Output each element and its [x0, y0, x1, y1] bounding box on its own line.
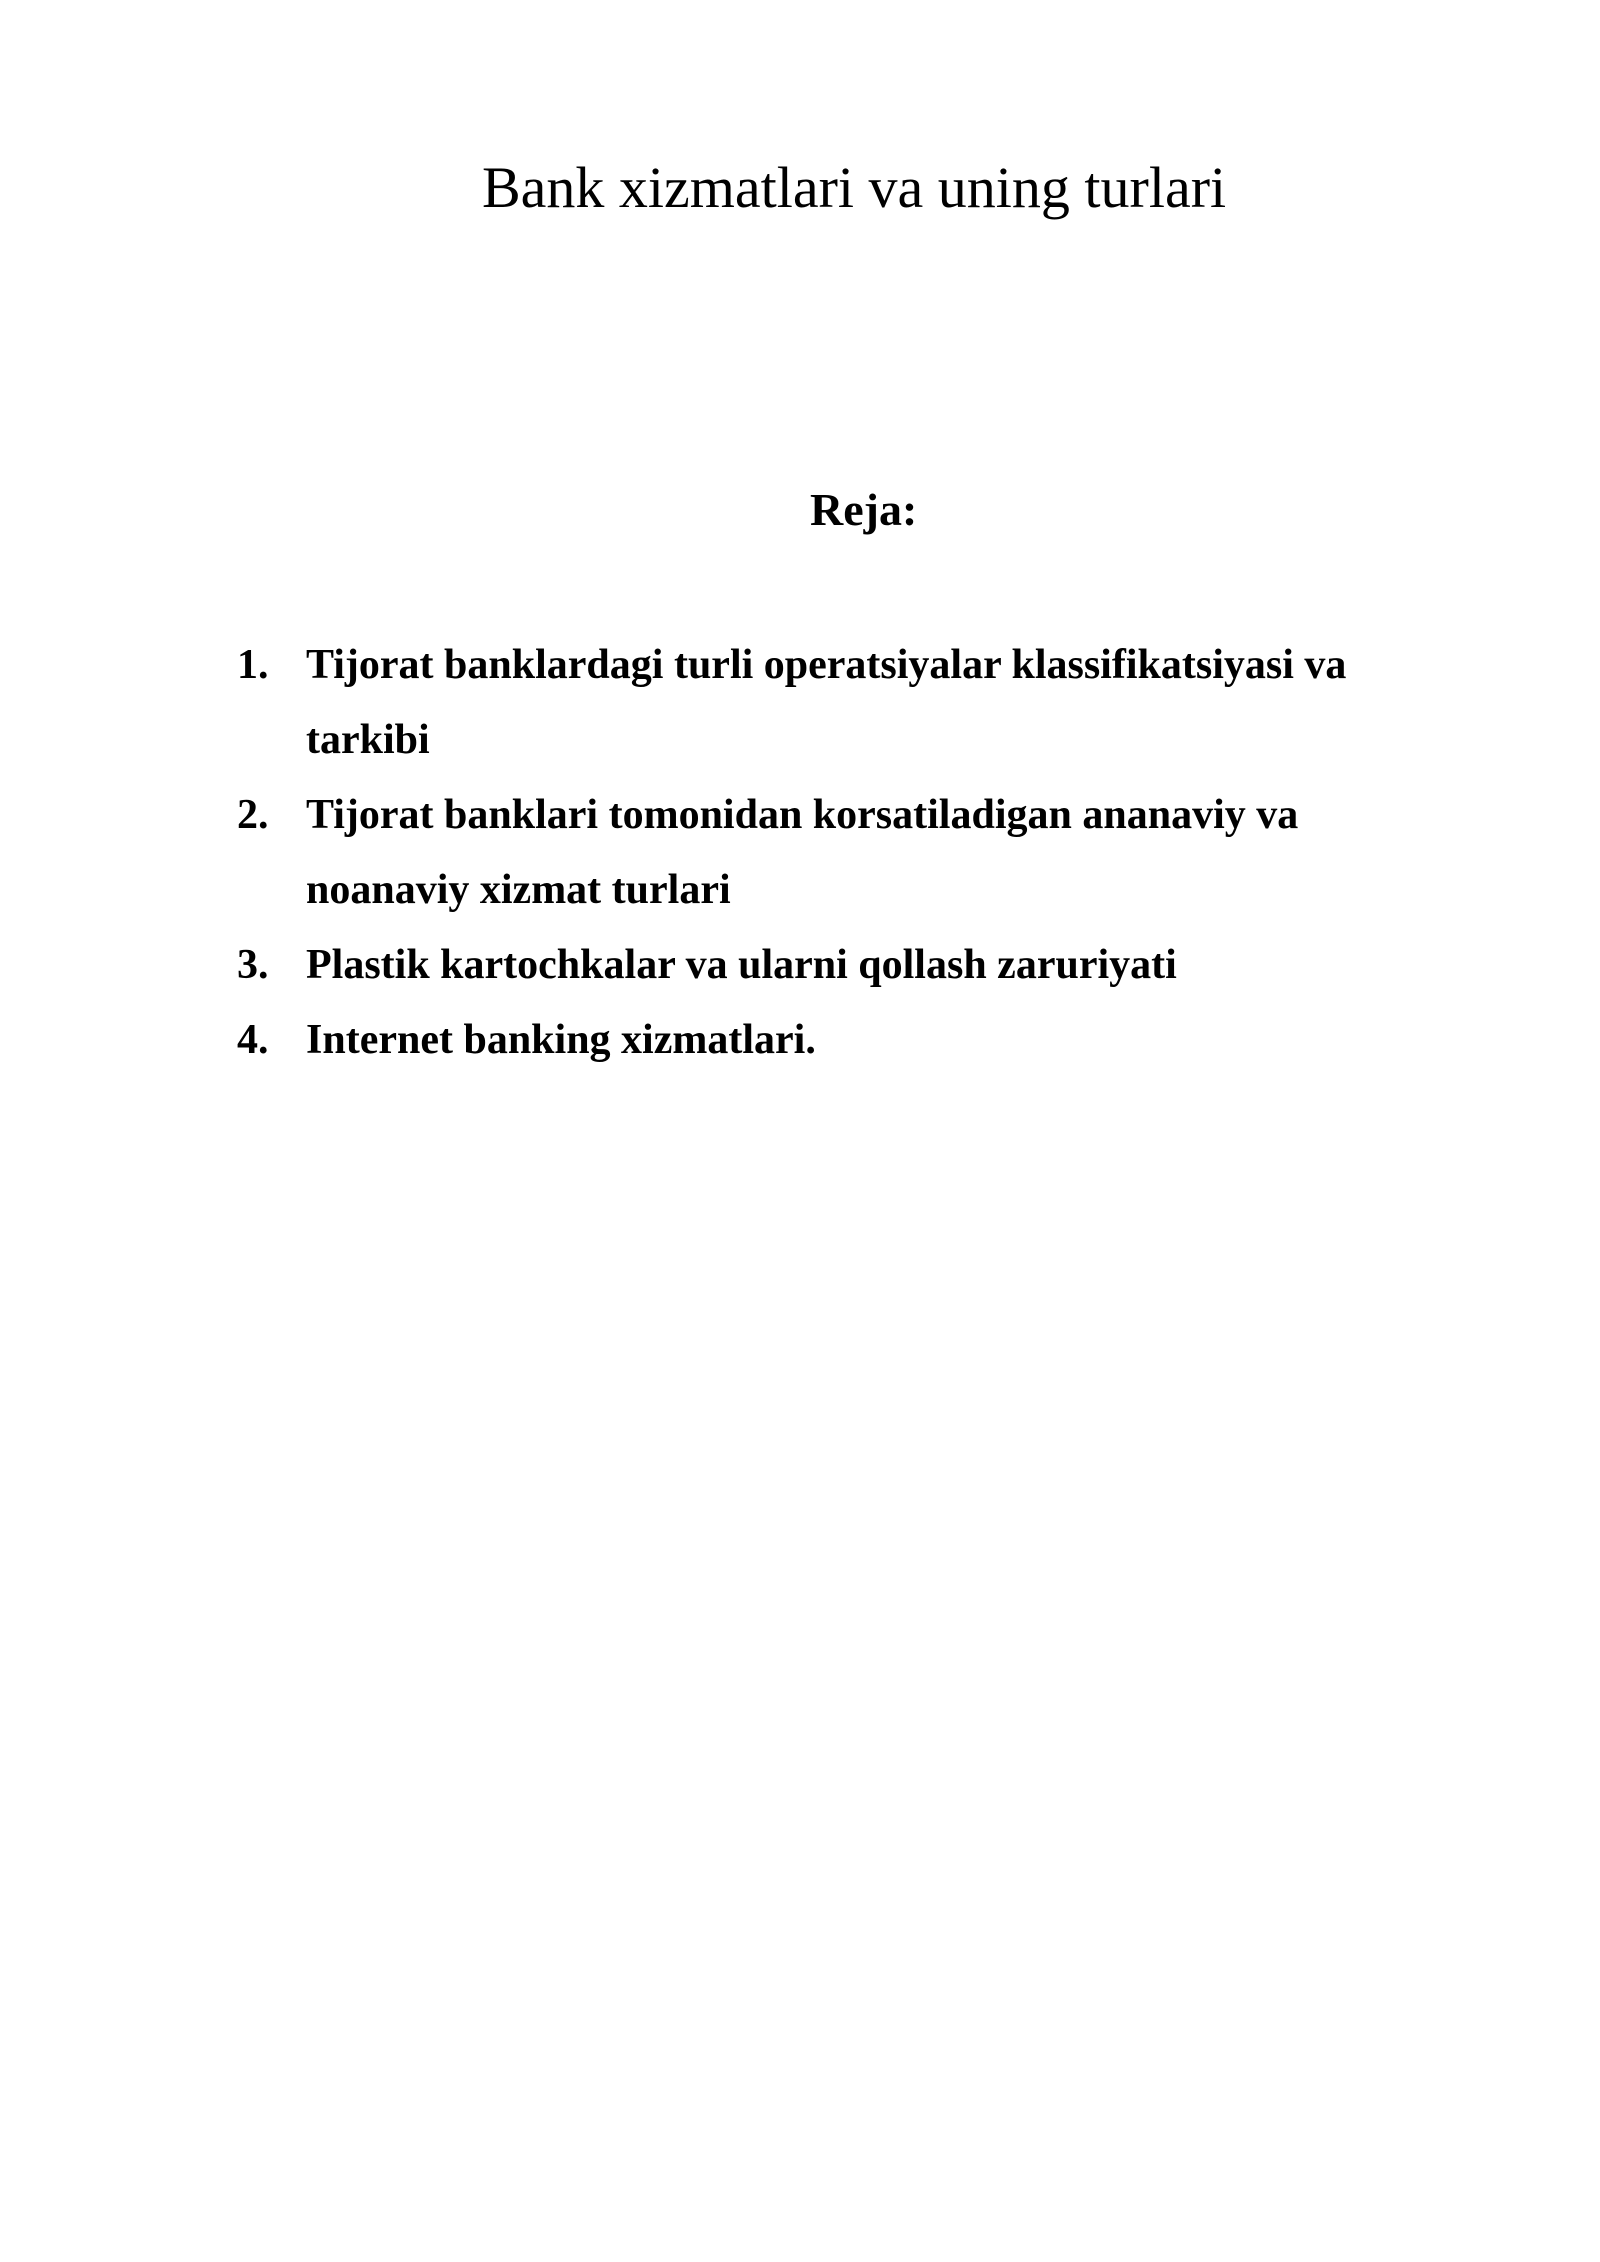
plan-item-number: 1. — [237, 642, 269, 688]
plan-heading-block — [0, 480, 1600, 540]
plan-item-number: 3. — [237, 942, 269, 988]
plan-item-text: Tijorat banklari tomonidan korsatiladigan ananaviy va noanaviy xizmat turlari — [306, 792, 1299, 913]
document-title: Bank xizmatlari va uning turlari — [482, 155, 1227, 220]
plan-item-text: Plastik kartochkalar va ularni qollash zaruriyati — [306, 942, 1177, 988]
plan-item-1 — [0, 628, 1600, 778]
plan-item-text: Internet banking xizmatlari. — [306, 1017, 816, 1063]
title-block — [0, 152, 1600, 224]
plan-item-2 — [0, 778, 1600, 928]
plan-item-4 — [0, 1003, 1600, 1078]
plan-heading: Reja: — [810, 484, 918, 535]
plan-item-3 — [0, 928, 1600, 1003]
plan-list — [0, 628, 1600, 1078]
plan-item-text: Tijorat banklardagi turli operatsiyalar klassifikatsiyasi va tarkibi — [306, 642, 1347, 763]
plan-item-number: 4. — [237, 1017, 269, 1063]
plan-item-number: 2. — [237, 792, 269, 838]
